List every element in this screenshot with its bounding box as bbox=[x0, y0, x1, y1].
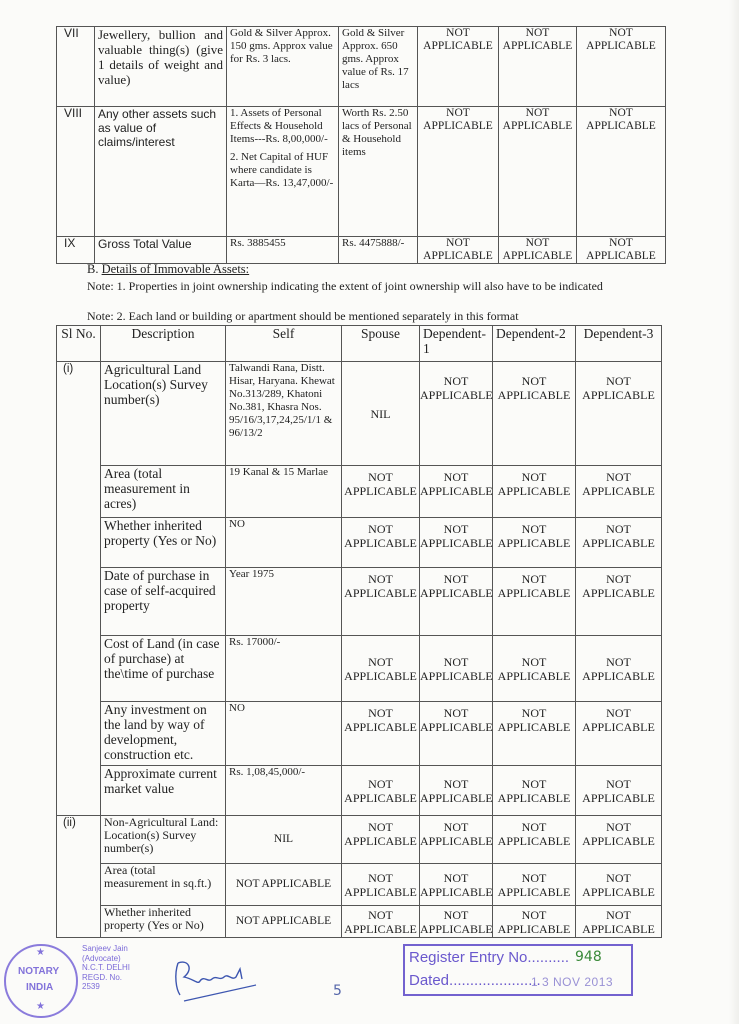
dependent-1-cell: NOT APPLICABLE bbox=[420, 816, 493, 864]
self-cell: 19 Kanal & 15 Marlae bbox=[226, 466, 342, 518]
dependent-3-cell: NOT APPLICABLE bbox=[576, 864, 662, 906]
self-cell: Rs. 17000/- bbox=[226, 636, 342, 702]
table-row bbox=[57, 636, 662, 702]
self-cell: NIL bbox=[226, 816, 342, 864]
dependent-2-cell: NOT APPLICABLE bbox=[499, 27, 577, 107]
spouse-cell: NOT APPLICABLE bbox=[342, 906, 420, 938]
description-cell: Jewellery, bullion and valuable thing(s) (give 1 details of weight and value) bbox=[95, 27, 227, 107]
notary-stamp bbox=[4, 944, 154, 1020]
self-cell: Rs. 1,08,45,000/- bbox=[226, 766, 342, 816]
description-cell: Whether inherited property (Yes or No) bbox=[101, 518, 226, 568]
note-2: Note: 2. Each land or building or apartment should be mentioned separately in this format bbox=[87, 309, 519, 323]
self-cell: Gold & Silver Approx. 150 gms. Approx value for Rs. 3 lacs. bbox=[227, 27, 339, 107]
serial-number: VIII bbox=[57, 107, 95, 237]
dependent-1-cell: NOT APPLICABLE bbox=[420, 362, 493, 466]
dependent-3-cell: NOT APPLICABLE bbox=[576, 906, 662, 938]
section-title: Details of Immovable Assets: bbox=[101, 262, 250, 276]
note-1: Note: 1. Properties in joint ownership indicating the extent of joint ownership will also have to be indicated bbox=[87, 279, 603, 293]
table-row bbox=[57, 237, 666, 264]
spouse-cell: NOT APPLICABLE bbox=[342, 816, 420, 864]
header-dependent-3: Dependent-3 bbox=[576, 326, 662, 362]
spouse-cell: NOT APPLICABLE bbox=[342, 568, 420, 636]
self-cell: NO bbox=[226, 518, 342, 568]
table-row bbox=[57, 518, 662, 568]
description-cell: Area (total measurement in acres) bbox=[101, 466, 226, 518]
spouse-cell: NOT APPLICABLE bbox=[342, 864, 420, 906]
description-cell: Agricultural Land Location(s) Survey number(s) bbox=[101, 362, 226, 466]
page-number: 5 bbox=[333, 983, 342, 999]
dependent-2-cell: NOT APPLICABLE bbox=[493, 766, 576, 816]
register-entry-label: Register Entry No.......... bbox=[409, 949, 570, 966]
spouse-cell: NOT APPLICABLE bbox=[342, 466, 420, 518]
spouse-cell: NIL bbox=[342, 362, 420, 466]
table-row bbox=[57, 466, 662, 518]
self-cell: NO bbox=[226, 702, 342, 766]
table-row bbox=[57, 766, 662, 816]
dependent-3-cell: NOT APPLICABLE bbox=[576, 362, 662, 466]
self-cell bbox=[227, 107, 339, 237]
dependent-1-cell: NOT APPLICABLE bbox=[418, 107, 499, 237]
star-icon: ★ bbox=[36, 1001, 45, 1012]
table-row bbox=[57, 27, 666, 107]
dependent-3-cell: NOT APPLICABLE bbox=[576, 568, 662, 636]
immovable-assets-table bbox=[56, 325, 662, 938]
dependent-2-cell: NOT APPLICABLE bbox=[493, 906, 576, 938]
register-date: 1 3 NOV 2013 bbox=[531, 975, 614, 989]
table-row bbox=[57, 816, 662, 864]
self-item-2: 2. Net Capital of HUF where candidate is Karta—Rs. 13,47,000/- bbox=[230, 151, 334, 189]
signature bbox=[170, 955, 265, 1005]
section-letter: B. bbox=[87, 262, 99, 276]
self-cell: Year 1975 bbox=[226, 568, 342, 636]
spouse-cell: NOT APPLICABLE bbox=[342, 766, 420, 816]
dependent-1-cell: NOT APPLICABLE bbox=[420, 518, 493, 568]
header-self: Self bbox=[226, 326, 342, 362]
dependent-2-cell: NOT APPLICABLE bbox=[493, 636, 576, 702]
dependent-2-cell: NOT APPLICABLE bbox=[493, 518, 576, 568]
dependent-2-cell: NOT APPLICABLE bbox=[493, 466, 576, 518]
dependent-2-cell: NOT APPLICABLE bbox=[493, 568, 576, 636]
description-cell: Gross Total Value bbox=[95, 237, 227, 264]
dependent-3-cell: NOT APPLICABLE bbox=[576, 518, 662, 568]
dependent-1-cell: NOT APPLICABLE bbox=[420, 907, 493, 936]
description-cell: Whether inherited property (Yes or No) bbox=[101, 906, 226, 938]
self-cell: NOT APPLICABLE bbox=[226, 864, 342, 906]
dependent-1-cell: NOT APPLICABLE bbox=[420, 766, 493, 816]
spouse-cell: NOT APPLICABLE bbox=[342, 636, 420, 702]
dependent-3-cell: NOT APPLICABLE bbox=[577, 237, 666, 264]
header-dependent-2: Dependent-2 bbox=[493, 326, 576, 362]
dependent-1-cell: NOT APPLICABLE bbox=[420, 636, 493, 702]
header-description: Description bbox=[101, 326, 226, 362]
section-heading bbox=[87, 262, 249, 276]
dependent-1-cell: NOT APPLICABLE bbox=[420, 466, 493, 518]
dependent-3-cell: NOT APPLICABLE bbox=[576, 816, 662, 864]
dependent-2-cell: NOT APPLICABLE bbox=[493, 864, 576, 906]
dependent-1-cell: NOT APPLICABLE bbox=[420, 864, 493, 906]
spouse-cell: Gold & Silver Approx. 650 gms. Approx value of Rs. 17 lacs bbox=[339, 27, 418, 107]
serial-number: (i) bbox=[57, 362, 101, 816]
stamp-ring-left-text: NOTARY bbox=[18, 966, 60, 977]
dependent-3-cell: NOT APPLICABLE bbox=[576, 466, 662, 518]
dependent-2-cell: NOT APPLICABLE bbox=[493, 816, 576, 864]
spouse-cell: Worth Rs. 2.50 lacs of Personal & Household items bbox=[339, 107, 418, 237]
dependent-2-cell: NOT APPLICABLE bbox=[493, 362, 576, 466]
description-cell: Any investment on the land by way of development, construction etc. bbox=[101, 702, 226, 766]
header-sl: Sl No. bbox=[57, 326, 101, 362]
dependent-1-cell: NOT APPLICABLE bbox=[418, 27, 499, 107]
header-spouse: Spouse bbox=[342, 326, 420, 362]
dependent-1-cell: NOT APPLICABLE bbox=[420, 702, 493, 766]
self-cell: Rs. 3885455 bbox=[227, 237, 339, 264]
description-cell: Any other assets such as value of claims/interest bbox=[95, 107, 227, 237]
table-row bbox=[57, 864, 662, 906]
dependent-3-cell: NOT APPLICABLE bbox=[576, 702, 662, 766]
table-row bbox=[57, 906, 662, 938]
dependent-3-cell: NOT APPLICABLE bbox=[577, 27, 666, 107]
scan-edge bbox=[729, 0, 739, 1024]
description-cell: Approximate current market value bbox=[101, 766, 226, 816]
register-dated-label: Dated...................... bbox=[409, 972, 541, 989]
spouse-cell: NOT APPLICABLE bbox=[342, 518, 420, 568]
spouse-cell: NOT APPLICABLE bbox=[342, 702, 420, 766]
serial-number: IX bbox=[57, 237, 95, 264]
table-row bbox=[57, 362, 662, 466]
header-row bbox=[57, 326, 662, 362]
dependent-2-cell: NOT APPLICABLE bbox=[499, 107, 577, 237]
stamp-ring-right-text: INDIA bbox=[26, 982, 54, 993]
serial-number: VII bbox=[57, 27, 95, 107]
header-dependent-1: Dependent-1 bbox=[420, 326, 493, 362]
dependent-2-cell: NOT APPLICABLE bbox=[493, 702, 576, 766]
table-row bbox=[57, 702, 662, 766]
movable-assets-table bbox=[56, 26, 666, 264]
self-item-1: 1. Assets of Personal Effects & Household Items---Rs. 8,00,000/- bbox=[230, 107, 328, 145]
stamp-ring bbox=[4, 944, 78, 1018]
description-cell: Date of purchase in case of self-acquired property bbox=[101, 568, 226, 636]
register-entry-stamp bbox=[403, 944, 633, 996]
self-cell: Talwandi Rana, Distt. Hisar, Haryana. Khewat No.313/289, Khatoni No.381, Khasra Nos. 95/16/3,17,24,25/1/1 & 96/13/2 bbox=[226, 362, 342, 466]
dependent-2-cell: NOT APPLICABLE bbox=[499, 237, 577, 264]
register-entry-number: 948 bbox=[575, 949, 602, 965]
serial-number: (ii) bbox=[57, 816, 101, 938]
dependent-1-cell: NOT APPLICABLE bbox=[418, 237, 499, 264]
table-row bbox=[57, 568, 662, 636]
star-icon: ★ bbox=[36, 947, 45, 958]
dependent-3-cell: NOT APPLICABLE bbox=[576, 766, 662, 816]
description-cell: Area (total measurement in sq.ft.) bbox=[101, 864, 226, 906]
self-cell: NOT APPLICABLE bbox=[226, 906, 342, 938]
description-cell: Cost of Land (in case of purchase) at the\time of purchase bbox=[101, 636, 226, 702]
description-cell: Non-Agricultural Land: Location(s) Survey number(s) bbox=[101, 816, 226, 864]
spouse-cell: Rs. 4475888/- bbox=[339, 237, 418, 264]
dependent-3-cell: NOT APPLICABLE bbox=[577, 107, 666, 237]
dependent-1-cell: NOT APPLICABLE bbox=[420, 568, 493, 636]
stamp-center-text: Sanjeev Jain (Advocate) N.C.T. DELHI REGD. No. 2539 bbox=[82, 944, 131, 991]
dependent-3-cell: NOT APPLICABLE bbox=[576, 636, 662, 702]
table-row bbox=[57, 107, 666, 237]
